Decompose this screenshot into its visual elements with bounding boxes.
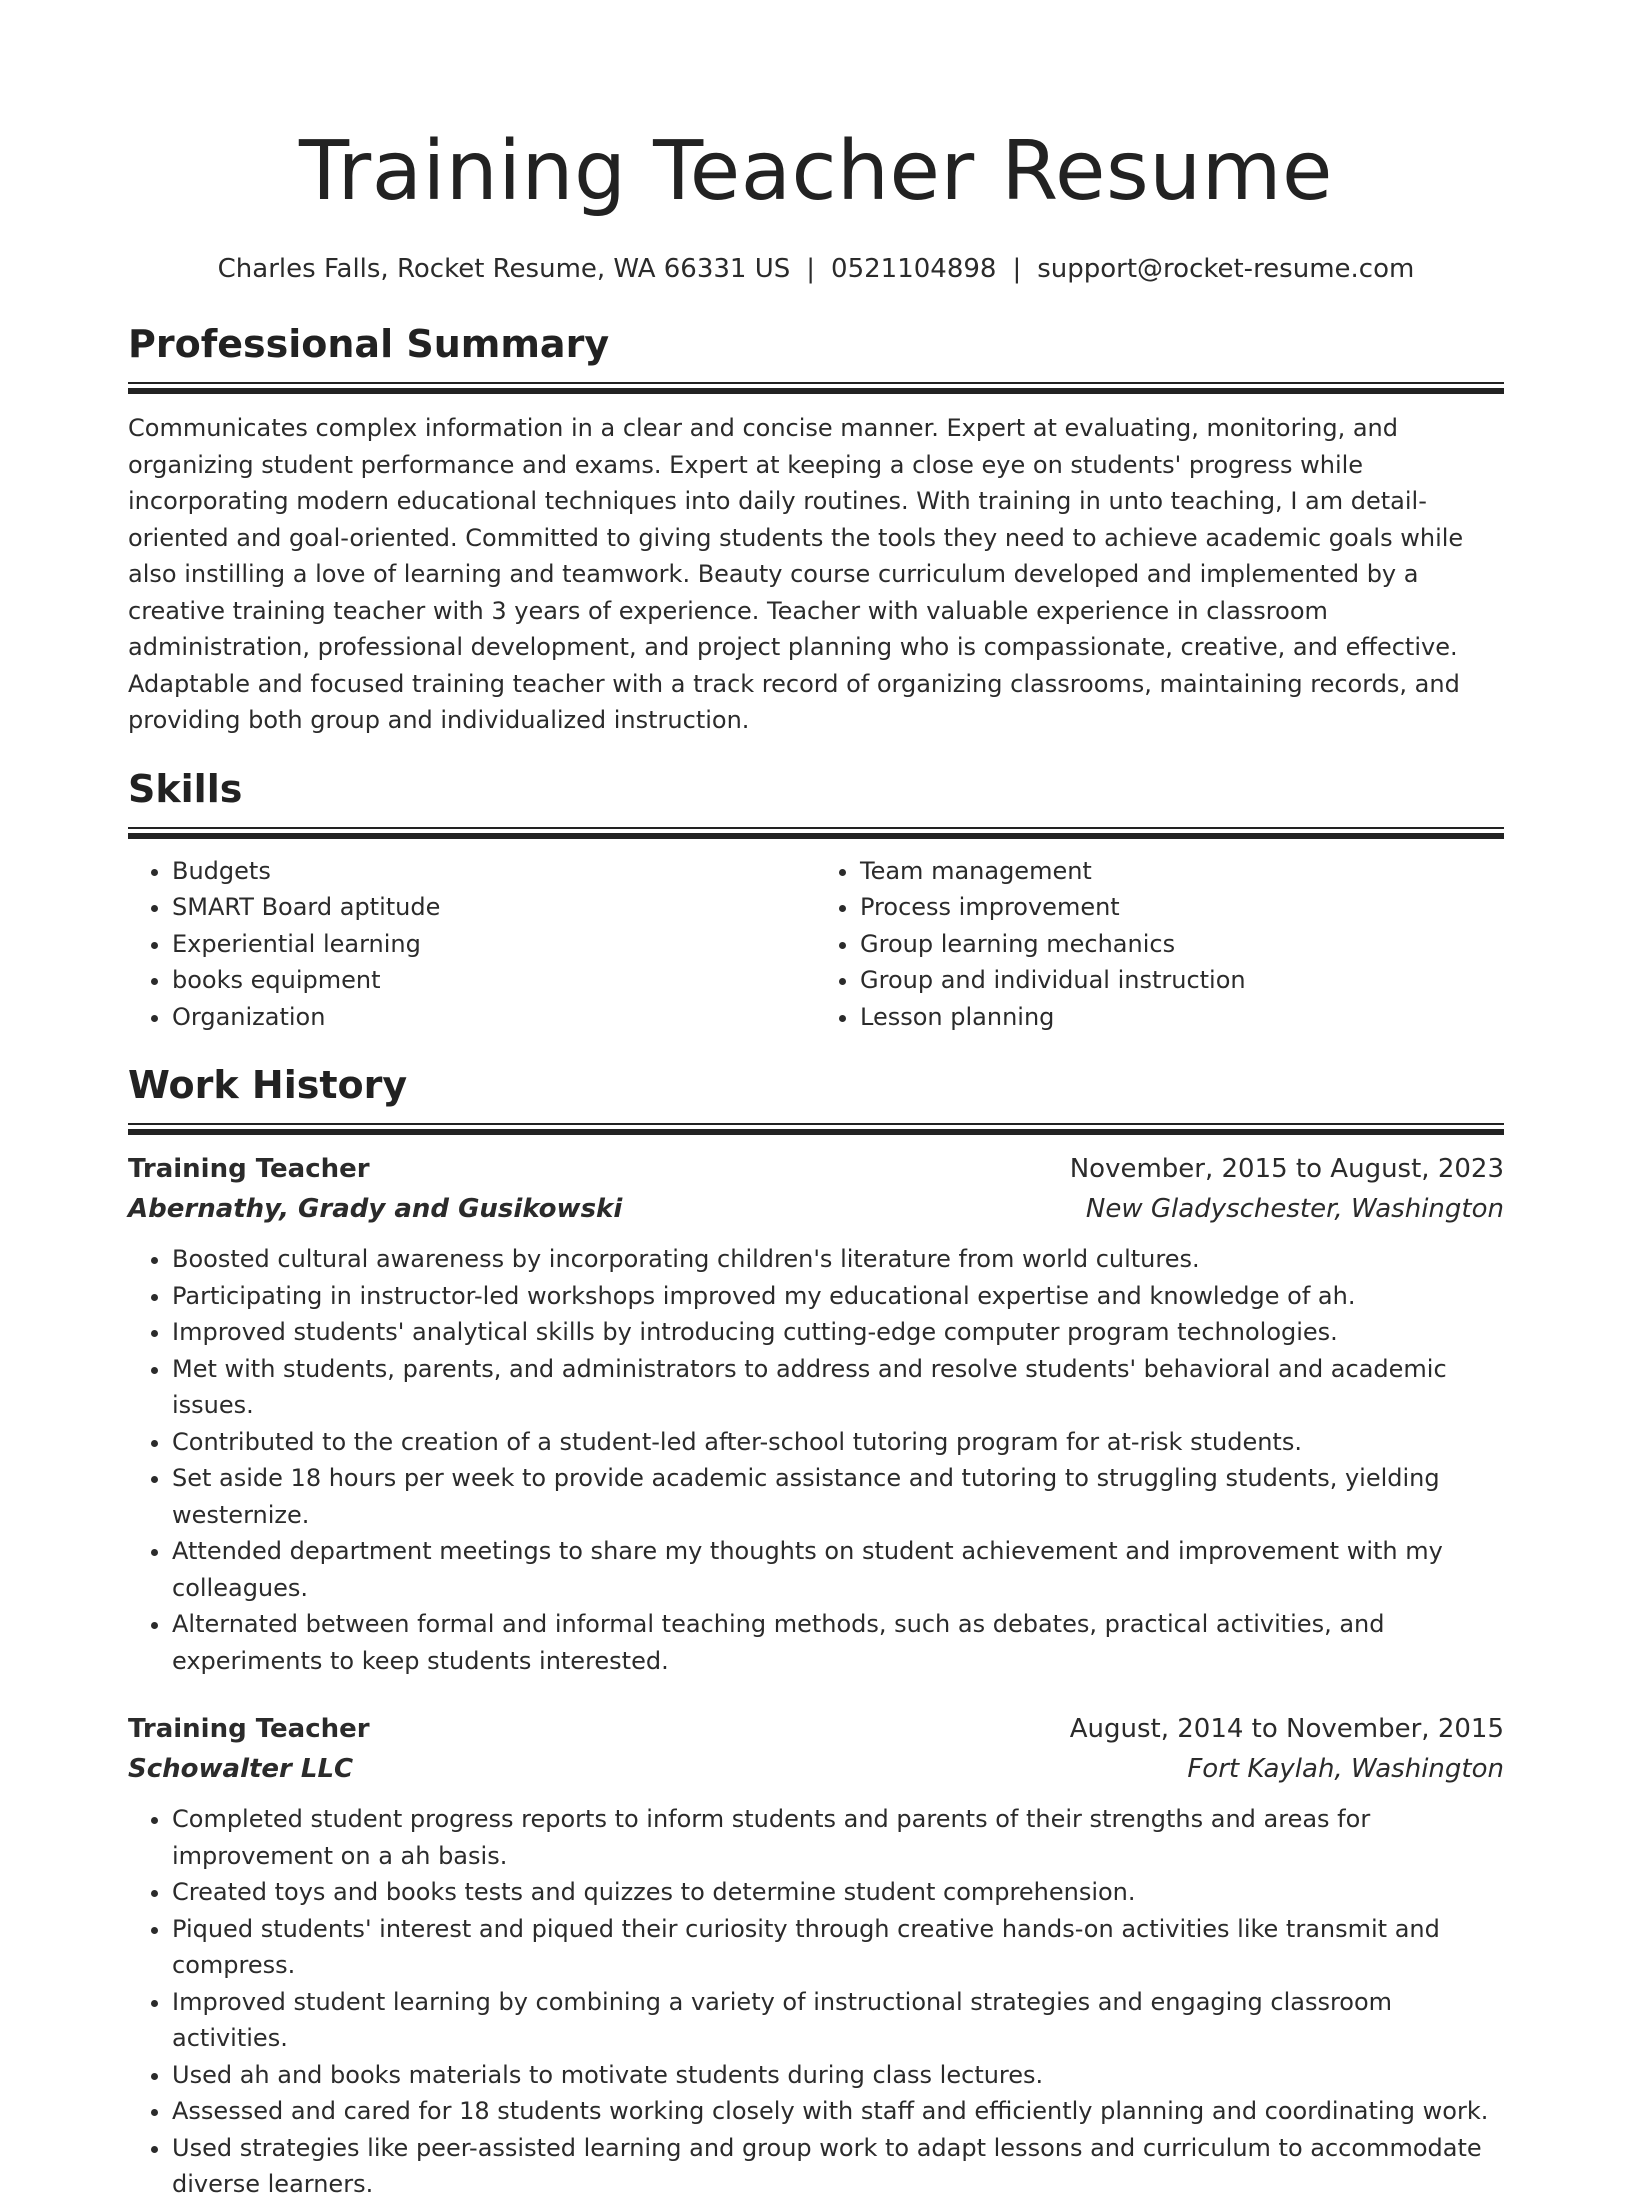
job-bullet: • Used ah and books materials to motivate students during class lectures. [172, 2057, 1504, 2094]
job-subheader [128, 1189, 1504, 1229]
contact-separator: | [806, 254, 816, 284]
job-dates: August, 2014 to November, 2015 [1069, 1714, 1504, 1744]
skills-heading: Skills [128, 766, 243, 811]
job-bullet: • Completed student progress reports to inform students and parents of their strengths and areas for improvement on a ah basis. [172, 1801, 1504, 1874]
skill-item: • Team management [860, 853, 1504, 890]
job-company: Schowalter LLC [128, 1754, 354, 1784]
skill-item: • Experiential learning [172, 926, 816, 963]
skill-item: • Lesson planning [860, 999, 1504, 1036]
job-location: Fort Kaylah, Washington [1187, 1754, 1504, 1784]
job-bullet: • Improved student learning by combining a variety of instructional strategies and engaging classroom activities. [172, 1984, 1504, 2057]
job-entry [128, 1709, 1504, 2203]
job-bullet: • Participating in instructor-led workshops improved my educational expertise and knowledge of ah. [172, 1278, 1504, 1315]
contact-email: support@rocket-resume.com [1037, 254, 1415, 284]
job-title: Training Teacher [128, 1714, 370, 1744]
section-divider [128, 1123, 1504, 1133]
job-bullets [128, 1241, 1504, 1679]
job-bullet: • Piqued students' interest and piqued their curiosity through creative hands-on activities like transmit and compress. [172, 1911, 1504, 1984]
skill-item: • Organization [172, 999, 816, 1036]
job-bullet: • Created toys and books tests and quizzes to determine student comprehension. [172, 1874, 1504, 1911]
skill-item: • Group learning mechanics [860, 926, 1504, 963]
skill-item: • Budgets [172, 853, 816, 890]
job-bullet: • Set aside 18 hours per week to provide academic assistance and tutoring to struggling students, yielding westernize. [172, 1460, 1504, 1533]
contact-line [128, 252, 1504, 286]
skills-section [128, 765, 1504, 1036]
work-history-section [128, 1061, 1504, 2203]
skill-item: • Group and individual instruction [860, 962, 1504, 999]
section-divider [128, 382, 1504, 392]
work-history-heading: Work History [128, 1063, 408, 1107]
skills-list-right [816, 853, 1504, 1036]
job-subheader [128, 1749, 1504, 1789]
job-bullet: • Used strategies like peer-assisted learning and group work to adapt lessons and curriculum to accommodate diverse learners. [172, 2130, 1504, 2203]
job-location: New Gladyschester, Washington [1085, 1194, 1504, 1224]
skills-columns [128, 853, 1504, 1036]
job-bullet: • Boosted cultural awareness by incorporating children's literature from world cultures. [172, 1241, 1504, 1278]
job-bullet: • Met with students, parents, and administrators to address and resolve students' behavioral and academic issues. [172, 1351, 1504, 1424]
skill-item: • SMART Board aptitude [172, 889, 816, 926]
summary-heading: Professional Summary [128, 322, 610, 366]
job-bullet: • Alternated between formal and informal teaching methods, such as debates, practical activities, and experiments to keep students interested. [172, 1606, 1504, 1679]
job-bullet: • Attended department meetings to share my thoughts on student achievement and improvement with my colleagues. [172, 1533, 1504, 1606]
contact-address: Charles Falls, Rocket Resume, WA 66331 US [217, 254, 791, 284]
job-title: Training Teacher [128, 1154, 370, 1184]
contact-phone: 0521104898 [831, 254, 997, 284]
job-header [128, 1709, 1504, 1749]
section-divider [128, 827, 1504, 837]
skill-item: • books equipment [172, 962, 816, 999]
job-dates: November, 2015 to August, 2023 [1069, 1154, 1504, 1184]
job-entry [128, 1149, 1504, 1679]
job-bullet: • Contributed to the creation of a student-led after-school tutoring program for at-risk students. [172, 1424, 1504, 1461]
job-bullets [128, 1801, 1504, 2203]
skill-item: • Process improvement [860, 889, 1504, 926]
job-company: Abernathy, Grady and Gusikowski [128, 1194, 623, 1224]
job-header [128, 1149, 1504, 1189]
skills-list-left [128, 853, 816, 1036]
summary-section [128, 320, 1504, 739]
contact-separator: | [1012, 254, 1022, 284]
summary-text: Communicates complex information in a clear and concise manner. Expert at evaluating, monitoring, and organizing student performance and exams. Expert at keeping a close eye on students' progress while incorporating modern educational techniques into daily routines. With training in unto teaching, I am detail-oriented and goal-oriented. Committed to giving students the tools they need to achieve academic goals while also instilling a love of learning and teamwork. Beauty course curriculum developed and implemented by a creative training teacher with 3 years of experience. Teacher with valuable experience in classroom administration, professional development, and project planning who is compassionate, creative, and effective. Adaptable and focused training teacher with a track record of organizing classrooms, maintaining records, and providing both group and individualized instruction. [128, 414, 1464, 734]
job-bullet: • Assessed and cared for 18 students working closely with staff and efficiently planning and coordinating work. [172, 2093, 1504, 2130]
resume-title: Training Teacher Resume [298, 124, 1334, 219]
job-bullet: • Improved students' analytical skills by introducing cutting-edge computer program technologies. [172, 1314, 1504, 1351]
